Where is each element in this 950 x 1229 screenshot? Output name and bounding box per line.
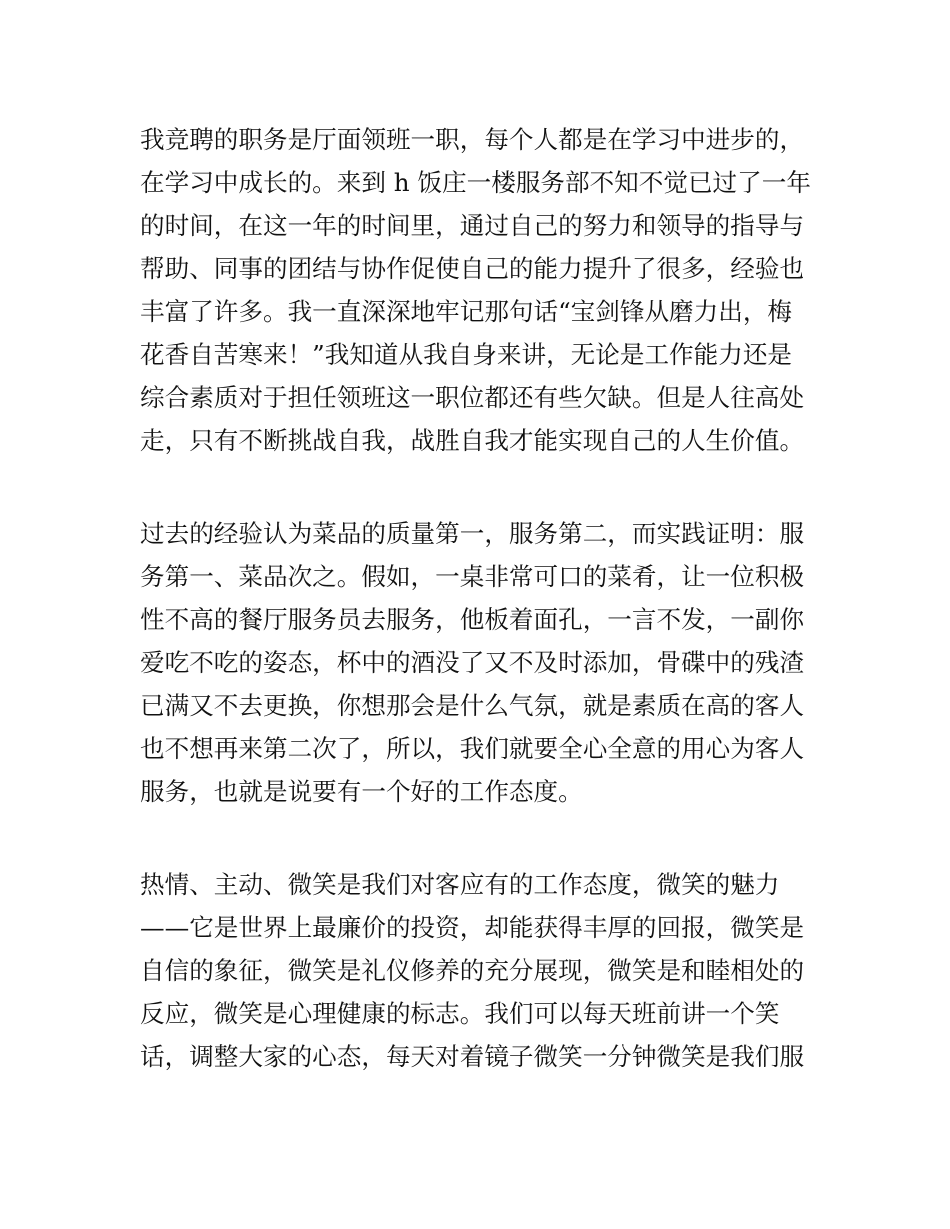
text-line: 热情、主动、微笑是我们对客应有的工作态度，微笑的魅力 [140,870,780,899]
text-line: 爱吃不吃的姿态，杯中的酒没了又不及时添加，骨碟中的残渣 [140,648,805,677]
text-line: 务第一、菜品次之。假如，一桌非常可口的菜肴，让一位积极 [140,562,805,591]
text-line: 走，只有不断挑战自我，战胜自我才能实现自己的人生价值。 [140,426,805,455]
text-line: 帮助、同事的团结与协作促使自己的能力提升了很多，经验也 [140,254,805,283]
text-line: 也不想再来第二次了，所以，我们就要全心全意的用心为客人 [140,734,805,763]
text-line: ——它是世界上最廉价的投资，却能获得丰厚的回报，微笑是 [140,913,805,942]
text-line: 的时间，在这一年的时间里，通过自己的努力和领导的指导与 [140,211,805,240]
text-line: 综合素质对于担任领班这一职位都还有些欠缺。但是人往高处 [140,383,805,412]
text-line: 丰富了许多。我一直深深地牢记那句话“宝剑锋从磨力出，梅 [140,297,793,326]
text-line: 话，调整大家的心态，每天对着镜子微笑一分钟微笑是我们服 [140,1042,805,1071]
text-line: 花香自苦寒来！”我知道从我自身来讲，无论是工作能力还是 [140,340,793,369]
text-line: 已满又不去更换，你想那会是什么气氛，就是素质在高的客人 [140,691,805,720]
text-line: 自信的象征，微笑是礼仪修养的充分展现，微笑是和睦相处的 [140,956,805,985]
text-line: 在学习中成长的。来到 h 饭庄一楼服务部不知不觉已过了一年 [140,168,811,197]
text-line: 我竞聘的职务是厅面领班一职，每个人都是在学习中进步的， [140,125,805,154]
text-line: 过去的经验认为菜品的质量第一，服务第二，而实践证明：服 [140,519,805,548]
text-line: 性不高的餐厅服务员去服务，他板着面孔，一言不发，一副你 [140,605,805,634]
text-line: 反应，微笑是心理健康的标志。我们可以每天班前讲一个笑 [140,999,780,1028]
text-line: 服务，也就是说要有一个好的工作态度。 [140,777,583,806]
